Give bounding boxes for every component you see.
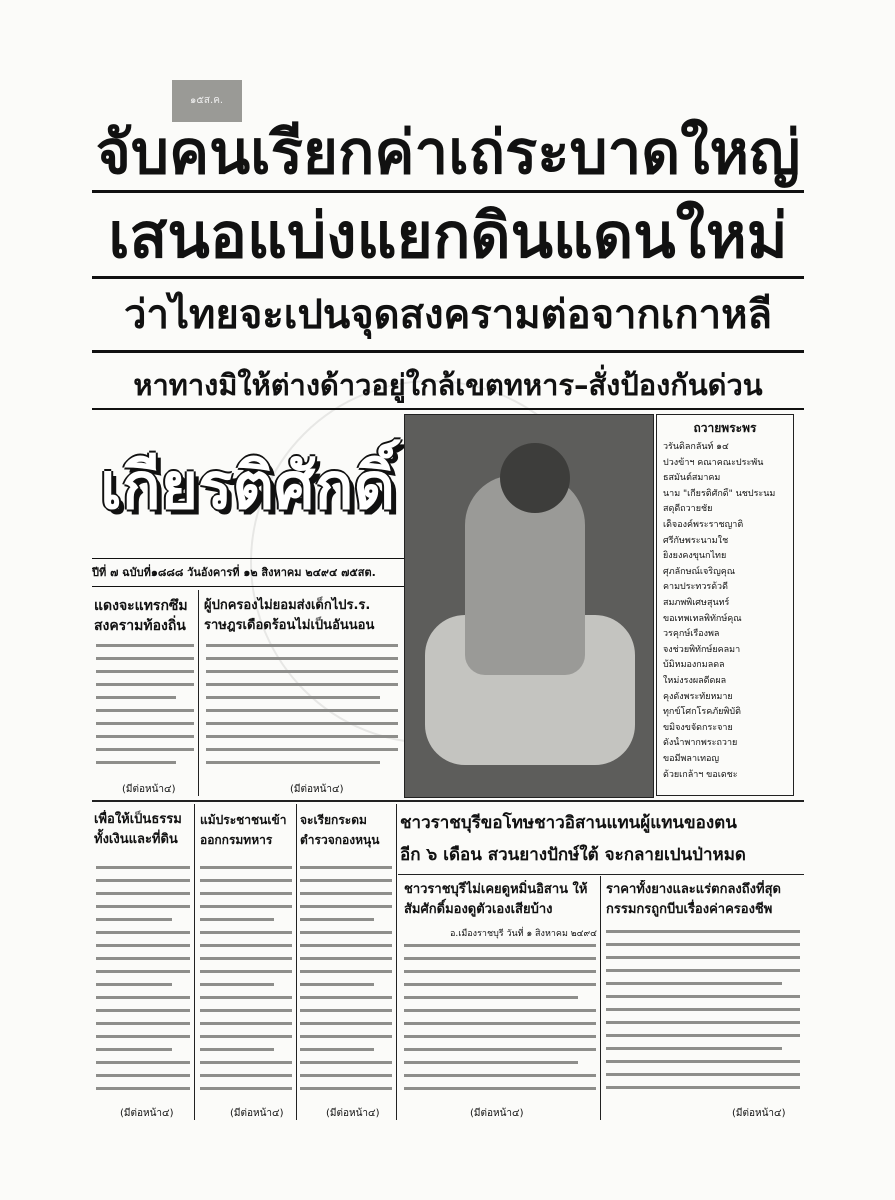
divider	[92, 558, 404, 559]
continued-note: (มีต่อหน้า๔)	[732, 1108, 786, 1119]
text-line	[606, 1034, 800, 1037]
divider	[92, 350, 804, 353]
text-line	[200, 1009, 292, 1012]
text-line	[96, 892, 190, 895]
divider	[92, 586, 404, 587]
dedication-box	[656, 414, 794, 796]
dedication-line: ใหม่งรงผลดีดผล	[663, 676, 727, 686]
dedication-line: ศรีกัษพระนามใช	[663, 535, 729, 546]
sub-headline-right: ราคาทั้งยางและแร่ตกลงถึงที่สุด กรรมกรถูกบีบเรื่องค่าครองชีพ	[606, 882, 781, 917]
text-line	[300, 1022, 392, 1025]
text-line	[96, 748, 194, 751]
text-line	[206, 683, 398, 686]
text-line	[96, 970, 190, 973]
section-divider	[398, 874, 804, 875]
text-line	[96, 657, 194, 660]
text-line	[606, 1060, 800, 1063]
text-line	[96, 1022, 190, 1025]
text-line	[300, 905, 392, 908]
headline-1: จับคนเรียกค่าเถ่ระบาดใหญ่	[95, 118, 801, 188]
text-line	[606, 956, 800, 959]
text-line	[96, 996, 190, 999]
text-line	[96, 722, 194, 725]
dedication-line: คุงดังพระทัยหมาย	[663, 691, 733, 702]
column-rule	[296, 804, 297, 1120]
column-rule	[600, 876, 601, 1120]
text-line	[606, 943, 800, 946]
text-line	[206, 735, 398, 738]
text-line	[300, 1048, 374, 1051]
text-line	[404, 944, 596, 947]
dedication-line: ยิ่งยงคงขุนกไทย	[663, 551, 727, 562]
text-line	[200, 1035, 292, 1038]
text-line	[96, 670, 194, 673]
text-line	[606, 1047, 782, 1050]
text-line	[96, 1087, 190, 1090]
banner-headline-2: อีก ๖ เดือน สวนยางปักษ์ใต้ จะกลายเปนป่าหมด	[400, 845, 746, 865]
text-line	[96, 761, 176, 764]
text-line	[206, 709, 398, 712]
text-line	[200, 866, 292, 869]
section-divider	[92, 800, 804, 802]
text-line	[96, 1074, 190, 1077]
text-line	[300, 892, 392, 895]
text-line	[404, 1074, 596, 1077]
text-line	[96, 644, 194, 647]
column-2-headline: ผู้ปกครองไม่ยอมส่งเด็กไปร.ร. ราษฎรเดือดร้อนไม่เป็นอันนอน	[204, 598, 375, 633]
dedication-line: ธสมันต์สมาคม	[663, 473, 721, 484]
text-line	[404, 1061, 578, 1064]
text-line	[404, 970, 596, 973]
divider	[92, 190, 804, 193]
text-line	[606, 982, 782, 985]
text-line	[300, 996, 392, 999]
text-line	[96, 931, 190, 934]
text-line	[96, 696, 176, 699]
royal-photo	[404, 414, 654, 798]
text-line	[96, 1061, 190, 1064]
text-line	[96, 709, 194, 712]
text-line	[300, 944, 392, 947]
continued-note: (มีต่อหน้า๔)	[230, 1108, 284, 1119]
dedication-line: เด็จองค์พระราชญาติ	[663, 520, 744, 530]
divider	[92, 276, 804, 279]
text-line	[200, 944, 292, 947]
text-line	[206, 696, 380, 699]
text-line	[200, 879, 292, 882]
column-rule	[194, 804, 195, 1120]
text-line	[96, 1009, 190, 1012]
text-line	[200, 1048, 274, 1051]
text-line	[300, 918, 374, 921]
text-line	[206, 761, 380, 764]
column-3-headline: เพื่อให้เป็นธรรมทั้งเงินและที่ดิน	[94, 812, 182, 847]
text-line	[96, 683, 194, 686]
column-rule	[396, 804, 397, 1120]
headline-4: หาทางมิให้ต่างด้าวอยู่ใกล้เขตทหาร–สั่งป้องกันด่วน	[133, 368, 763, 402]
text-line	[404, 1048, 596, 1051]
text-line	[200, 918, 274, 921]
text-line	[606, 995, 800, 998]
dedication-line: ขอเทพเทลพิทักษ์คุณ	[663, 613, 742, 624]
text-line	[96, 905, 190, 908]
text-line	[300, 983, 374, 986]
dedication-line: ขมิจงขจัดกระจาย	[663, 722, 733, 733]
text-line	[96, 918, 172, 921]
text-line	[300, 970, 392, 973]
dedication-line: คามประทวรด้วดี	[663, 582, 728, 593]
text-line	[206, 670, 398, 673]
dedication-line: ปวงข้าฯ คณาคณะประพัน	[663, 457, 764, 468]
dedication-title: ถวายพระพร	[693, 421, 757, 435]
continued-note: (มีต่อหน้า๔)	[122, 784, 176, 795]
headline-2: เสนอแบ่งแยกดินแดนใหม่	[108, 199, 788, 272]
sub-headline-left: ชาวราชบุรีไม่เคยดูหมิ่นอิสาน ให้สัมศักดิ์มองดูตัวเองเสียบ้าง	[404, 882, 588, 917]
continued-note: (มีต่อหน้า๔)	[290, 784, 344, 795]
dedication-line: สดุดีถวายชัย	[663, 504, 713, 515]
text-line	[200, 905, 292, 908]
text-line	[300, 1009, 392, 1012]
text-line	[300, 957, 392, 960]
text-line	[200, 1074, 292, 1077]
text-line	[200, 1022, 292, 1025]
text-line	[96, 879, 190, 882]
column-5-headline: จะเรียกระดมตำรวจกองหนุน	[300, 813, 380, 847]
text-line	[404, 996, 578, 999]
text-line	[606, 930, 800, 933]
text-line	[300, 931, 392, 934]
text-line	[606, 969, 800, 972]
text-line	[200, 983, 274, 986]
text-line	[300, 1087, 392, 1090]
text-line	[96, 866, 190, 869]
continued-note: (มีต่อหน้า๔)	[470, 1108, 524, 1119]
dedication-line: บ้มิหมองกมลดล	[663, 660, 725, 671]
continued-note: (มีต่อหน้า๔)	[326, 1108, 380, 1119]
dedication-line: วรันดิลกลันท์ ๑๔	[663, 442, 729, 452]
text-line	[96, 1048, 172, 1051]
text-line	[206, 722, 398, 725]
masthead-title: เกียรติศักดิ์	[100, 450, 395, 524]
text-line	[96, 1035, 190, 1038]
text-line	[606, 1008, 800, 1011]
dedication-line: ขอมีพลาเทอญ	[663, 754, 720, 764]
text-line	[200, 892, 292, 895]
continued-note: (มีต่อหน้า๔)	[120, 1108, 174, 1119]
dateline: อ.เมืองราชบุรี วันที่ ๑ สิงหาคม ๒๔๙๔	[450, 929, 597, 939]
text-line	[404, 1009, 596, 1012]
text-line	[96, 983, 172, 986]
text-line	[200, 970, 292, 973]
dedication-line: จงช่วยพิทักษ์ยคลมา	[663, 644, 741, 655]
text-line	[300, 1074, 392, 1077]
text-line	[200, 1087, 292, 1090]
text-line	[206, 657, 398, 660]
text-line	[606, 1086, 800, 1089]
column-rule	[198, 590, 199, 796]
dedication-line: ศุภลักษณ์เจริญคุณ	[663, 566, 736, 577]
text-line	[300, 1061, 392, 1064]
text-line	[200, 931, 292, 934]
text-line	[404, 1087, 596, 1090]
text-line	[200, 996, 292, 999]
text-line	[206, 644, 398, 647]
dedication-line: นาม "เกียรติศักดิ์" นชประนม	[663, 488, 776, 499]
text-line	[300, 1035, 392, 1038]
text-line	[404, 983, 596, 986]
text-line	[96, 957, 190, 960]
banner-headline: ชาวราชบุรีขอโทษชาวอิสานแทนผู้แทนของตน	[400, 813, 737, 833]
issue-line: ปีที่ ๗ ฉบับที่๑๘๘๘ วันอังคารที่ ๑๒ สิงหาคม ๒๔๙๔ ๗๕สต.	[92, 566, 376, 579]
text-line	[96, 735, 194, 738]
column-1-headline: แดงจะแทรกซึมสงครามท้องถิ่น	[94, 598, 188, 634]
dedication-line: ดังน้ำพากพระถวาย	[663, 738, 738, 749]
text-line	[606, 1073, 800, 1076]
masthead	[92, 418, 404, 548]
text-line	[96, 944, 190, 947]
column-4-headline: แม้ประชาชนเข้าออกกรมทหาร	[200, 813, 287, 847]
photo-shape	[500, 443, 570, 513]
text-line	[404, 957, 596, 960]
text-line	[200, 1061, 292, 1064]
dedication-line: ด้วยเกล้าฯ ขอเดชะ	[663, 769, 738, 780]
text-line	[200, 957, 292, 960]
text-line	[404, 1022, 596, 1025]
text-line	[606, 1021, 800, 1024]
text-line	[404, 1035, 596, 1038]
text-line	[206, 748, 398, 751]
dedication-line: สมภพพิเศษสุนทร์	[663, 598, 730, 608]
text-line	[300, 866, 392, 869]
dedication-line: วรคุกษ์เรืองพล	[663, 629, 720, 640]
dedication-line: ทุกข์โศกโรคภัยพิบัติ	[663, 707, 741, 718]
headline-3: ว่าไทยจะเปนจุดสงครามต่อจากเกาหลี	[124, 292, 772, 338]
divider	[92, 408, 804, 410]
archive-stamp: ๑๕ส.ค.	[172, 80, 242, 122]
text-line	[300, 879, 392, 882]
